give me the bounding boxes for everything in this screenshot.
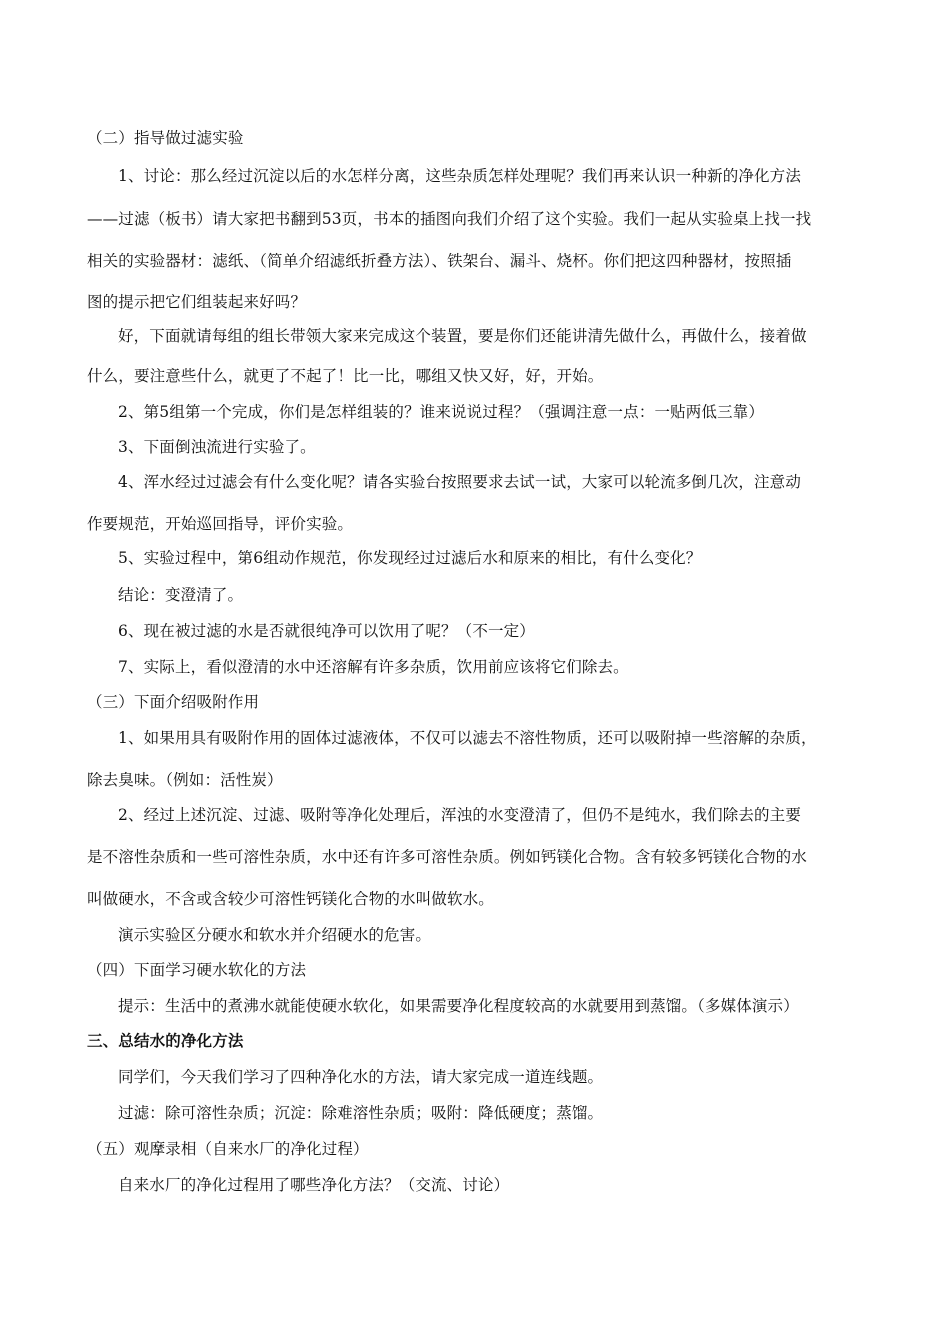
paragraph-line: 图的提示把它们组装起来好吗？ xyxy=(87,293,307,311)
paragraph-line: 除去臭味。（例如：活性炭） xyxy=(87,771,283,789)
heading-hard-water-softening: （四）下面学习硬水软化的方法 xyxy=(87,961,307,979)
paragraph-line: 叫做硬水，不含或含较少可溶性钙镁化合物的水叫做软水。 xyxy=(87,890,494,908)
paragraph-line: 好，下面就请每组的组长带领大家来完成这个装置，要是你们还能讲清先做什么，再做什么，接着做 xyxy=(118,327,807,345)
paragraph-line: 自来水厂的净化过程用了哪些净化方法？（交流、讨论） xyxy=(118,1176,510,1194)
paragraph-line: 2、第5组第一个完成，你们是怎样组装的？谁来说说过程？（强调注意一点：一贴两低三靠） xyxy=(118,403,765,421)
paragraph-line: 6、现在被过滤的水是否就很纯净可以饮用了呢？（不一定） xyxy=(118,622,535,640)
paragraph-line: 演示实验区分硬水和软水并介绍硬水的危害。 xyxy=(118,926,432,944)
heading-filtration-experiment: （二）指导做过滤实验 xyxy=(87,129,244,147)
paragraph-line: 7、实际上，看似澄清的水中还溶解有许多杂质，饮用前应该将它们除去。 xyxy=(118,658,629,676)
paragraph-line: 是不溶性杂质和一些可溶性杂质，水中还有许多可溶性杂质。例如钙镁化合物。含有较多钙镁化合物的水 xyxy=(87,848,807,866)
paragraph-line: ——过滤（板书）请大家把书翻到53页，书本的插图向我们介绍了这个实验。我们一起从实验桌上找一找 xyxy=(87,210,812,228)
paragraph-line: 结论：变澄清了。 xyxy=(118,586,244,604)
paragraph-line: 什么，要注意些什么，就更了不起了！比一比，哪组又快又好，好，开始。 xyxy=(87,367,604,385)
paragraph-line: 提示：生活中的煮沸水就能使硬水软化，如果需要净化程度较高的水就要用到蒸馏。（多媒体演示） xyxy=(118,997,799,1015)
section-heading-summary: 三、总结水的净化方法 xyxy=(87,1032,244,1050)
paragraph-line: 1、讨论：那么经过沉淀以后的水怎样分离，这些杂质怎样处理呢？我们再来认识一种新的净化方法 xyxy=(118,167,801,185)
paragraph-line: 相关的实验器材：滤纸、（简单介绍滤纸折叠方法）、铁架台、漏斗、烧杯。你们把这四种器材，按照插 xyxy=(87,252,792,270)
paragraph-line: 1、如果用具有吸附作用的固体过滤液体，不仅可以滤去不溶性物质，还可以吸附掉一些溶解的杂质， xyxy=(118,729,817,747)
paragraph-line: 作要规范，开始巡回指导，评价实验。 xyxy=(87,515,354,533)
paragraph-line: 5、实验过程中，第6组动作规范，你发现经过过滤后水和原来的相比，有什么变化？ xyxy=(118,549,702,567)
heading-adsorption: （三）下面介绍吸附作用 xyxy=(87,693,260,711)
heading-video-observation: （五）观摩录相（自来水厂的净化过程） xyxy=(87,1140,369,1158)
paragraph-line: 4、浑水经过过滤会有什么变化呢？请各实验台按照要求去试一试，大家可以轮流多倒几次，注意动 xyxy=(118,473,801,491)
paragraph-line: 3、下面倒浊流进行实验了。 xyxy=(118,438,316,456)
paragraph-line: 同学们，今天我们学习了四种净化水的方法，请大家完成一道连线题。 xyxy=(118,1068,604,1086)
paragraph-line: 过滤：除可溶性杂质；沉淀：除难溶性杂质；吸附：降低硬度；蒸馏。 xyxy=(118,1104,604,1122)
paragraph-line: 2、经过上述沉淀、过滤、吸附等净化处理后，浑浊的水变澄清了，但仍不是纯水，我们除去的主要 xyxy=(118,806,801,824)
